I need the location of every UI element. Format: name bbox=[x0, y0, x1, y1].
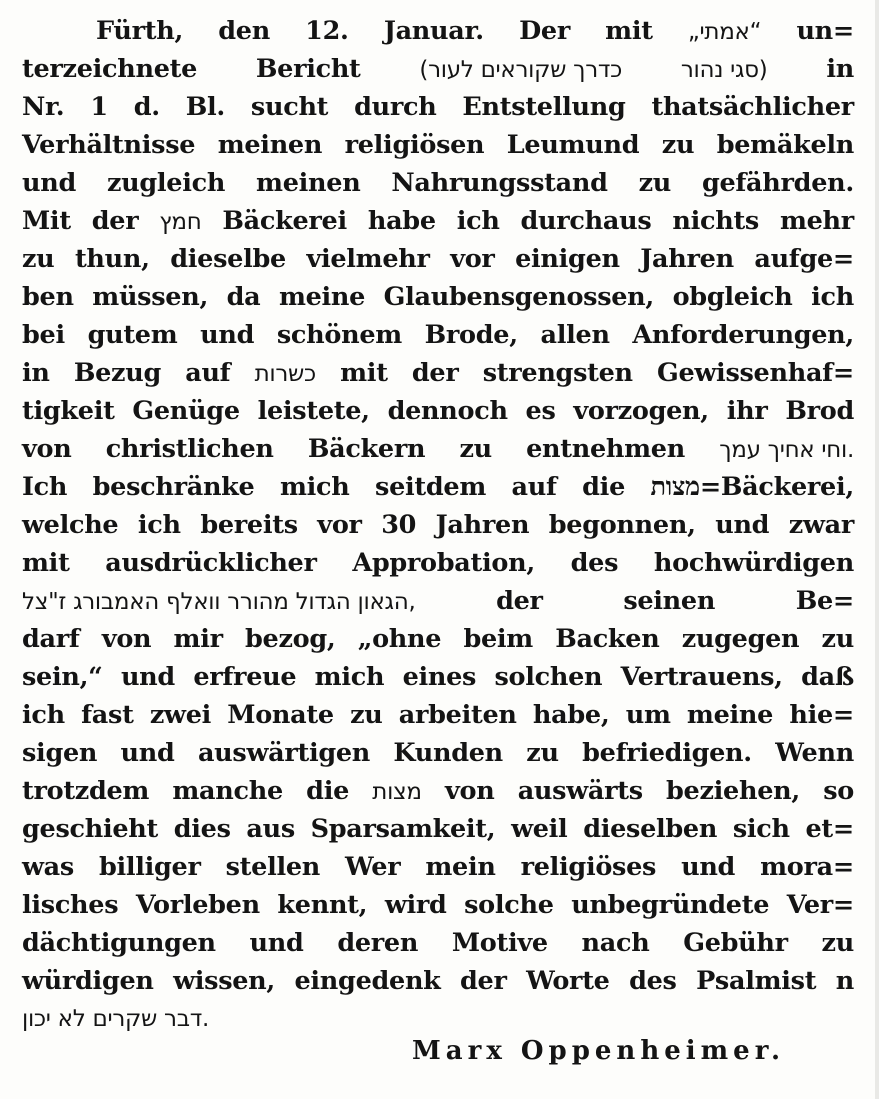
word: arbeiten bbox=[398, 700, 517, 730]
word: Monate bbox=[227, 700, 334, 730]
word: nach bbox=[581, 928, 650, 958]
word: Verhältnisse bbox=[22, 130, 196, 160]
article-body bbox=[22, 12, 854, 1038]
word: strengsten bbox=[482, 358, 633, 388]
word: Jahren bbox=[435, 510, 530, 540]
word: lisches bbox=[22, 890, 119, 920]
word: zu bbox=[821, 928, 854, 958]
word: tigkeit bbox=[22, 396, 115, 426]
word: Motive bbox=[451, 928, 548, 958]
word: die bbox=[582, 472, 625, 502]
word: würdigen bbox=[22, 966, 154, 996]
word: was bbox=[22, 852, 74, 882]
word: daß bbox=[801, 662, 854, 692]
signature: Marx Oppenheimer. bbox=[412, 1036, 786, 1066]
word: zwei bbox=[149, 700, 212, 730]
text-line bbox=[22, 354, 854, 392]
word: vor bbox=[450, 244, 495, 274]
word: wissen, bbox=[173, 966, 276, 996]
text-line bbox=[22, 506, 854, 544]
word: meine bbox=[278, 282, 366, 312]
text-line bbox=[22, 88, 854, 126]
word: Leumund bbox=[506, 130, 640, 160]
word: n bbox=[835, 966, 854, 996]
text-line bbox=[22, 810, 854, 848]
word: auf bbox=[185, 358, 231, 388]
word: religiöses bbox=[520, 852, 657, 882]
hebrew-word: „אמתי“ bbox=[687, 19, 762, 45]
word: bezog, bbox=[245, 624, 336, 654]
word: Ver= bbox=[786, 890, 854, 920]
word: auswärtigen bbox=[197, 738, 371, 768]
hebrew-word: הגאון הגדול מהורר וואלף האמבורג ז"צל, bbox=[22, 589, 416, 615]
word: Vertrauens, bbox=[620, 662, 783, 692]
word: mehr bbox=[779, 206, 854, 236]
word: bemäkeln bbox=[716, 130, 854, 160]
word: Entstellung bbox=[462, 92, 626, 122]
word: und bbox=[120, 738, 175, 768]
word: einigen bbox=[515, 244, 620, 274]
word: ich bbox=[22, 700, 65, 730]
hebrew-word: סגי נהור) bbox=[680, 57, 768, 83]
word: zu bbox=[350, 700, 383, 730]
text-line bbox=[22, 962, 854, 1000]
word: kennt, bbox=[277, 890, 368, 920]
text-line bbox=[22, 886, 854, 924]
word: der bbox=[496, 586, 543, 616]
word: ihr bbox=[726, 396, 768, 426]
word: vor bbox=[317, 510, 362, 540]
word: et= bbox=[805, 814, 854, 844]
word: um bbox=[625, 700, 671, 730]
word: Ich bbox=[22, 472, 68, 502]
word: dennoch bbox=[387, 396, 508, 426]
word: welche bbox=[22, 510, 119, 540]
word: begonnen, bbox=[548, 510, 696, 540]
word: thun, bbox=[74, 244, 150, 274]
word: billiger bbox=[98, 852, 201, 882]
word: Bäckern bbox=[307, 434, 426, 464]
word: stellen bbox=[225, 852, 321, 882]
word: mir bbox=[173, 624, 223, 654]
hebrew-word: כשרות bbox=[254, 361, 316, 387]
word: zu bbox=[821, 624, 854, 654]
word: der bbox=[91, 206, 139, 236]
text-line bbox=[22, 316, 854, 354]
word: Backen bbox=[555, 624, 660, 654]
word: hie= bbox=[789, 700, 854, 730]
word: durchaus bbox=[520, 206, 652, 236]
text-line bbox=[22, 50, 854, 88]
word: so bbox=[823, 776, 854, 806]
word: Nahrungsstand bbox=[391, 168, 608, 198]
word: christlichen bbox=[105, 434, 274, 464]
text-line bbox=[22, 772, 854, 810]
word: befriedigen. bbox=[582, 738, 752, 768]
word: von bbox=[101, 624, 152, 654]
word: ich bbox=[137, 510, 181, 540]
word: terzeichnete bbox=[22, 54, 198, 84]
word: müssen, bbox=[92, 282, 209, 312]
word: zu bbox=[22, 244, 55, 274]
text-line bbox=[22, 240, 854, 278]
word: dies bbox=[173, 814, 231, 844]
word: Bl. bbox=[185, 92, 225, 122]
word: zu bbox=[638, 168, 671, 198]
word: mich bbox=[314, 662, 385, 692]
page-edge bbox=[875, 0, 879, 1099]
word: beim bbox=[463, 624, 533, 654]
word: und bbox=[120, 662, 175, 692]
word: zu bbox=[526, 738, 559, 768]
word: Brode, bbox=[424, 320, 518, 350]
word: Glaubensgenossen, bbox=[383, 282, 655, 312]
word: die bbox=[306, 776, 350, 806]
word: „ohne bbox=[357, 624, 442, 654]
word: darf bbox=[22, 624, 80, 654]
word: Brod bbox=[785, 396, 854, 426]
hebrew-word: (כדרך שקוראים לעור bbox=[419, 57, 623, 83]
word: Psalmist bbox=[696, 966, 817, 996]
word: meinen bbox=[217, 130, 323, 160]
word: un= bbox=[796, 16, 854, 46]
word: Anforderungen, bbox=[632, 320, 854, 350]
word: mein bbox=[425, 852, 496, 882]
word: bei bbox=[22, 320, 65, 350]
word: dächtigungen bbox=[22, 928, 216, 958]
word: der bbox=[460, 966, 507, 996]
word: ben bbox=[22, 282, 74, 312]
word: und bbox=[249, 928, 304, 958]
word: thatsächlicher bbox=[651, 92, 854, 122]
word: zugleich bbox=[106, 168, 226, 198]
word: des bbox=[629, 966, 677, 996]
word: erfreue bbox=[193, 662, 297, 692]
text-line bbox=[22, 544, 854, 582]
word: ausdrücklicher bbox=[105, 548, 317, 578]
word: wird bbox=[384, 890, 447, 920]
word: aufge= bbox=[754, 244, 854, 274]
word: der bbox=[411, 358, 459, 388]
word: es bbox=[525, 396, 556, 426]
word: Bericht bbox=[255, 54, 361, 84]
word: seinen bbox=[623, 586, 716, 616]
word: und bbox=[22, 168, 77, 198]
word: aus bbox=[246, 814, 295, 844]
word: des bbox=[570, 548, 619, 578]
text-line bbox=[22, 734, 854, 772]
word: d. bbox=[133, 92, 160, 122]
hebrew-word: מצות bbox=[372, 779, 422, 805]
word: Gewissenhaf= bbox=[657, 358, 854, 388]
word: in bbox=[22, 358, 50, 388]
word: sein,“ bbox=[22, 662, 103, 692]
text-line bbox=[22, 164, 854, 202]
word: in bbox=[826, 54, 854, 84]
word: beziehen, bbox=[666, 776, 800, 806]
word: mit bbox=[22, 548, 70, 578]
text-line bbox=[22, 696, 854, 734]
text-line bbox=[22, 582, 854, 620]
word: mich bbox=[279, 472, 350, 502]
word: 30 bbox=[381, 510, 417, 540]
word: gutem bbox=[87, 320, 178, 350]
word: meine bbox=[686, 700, 774, 730]
word: ich bbox=[456, 206, 500, 236]
word: zu bbox=[459, 434, 492, 464]
word: zwar bbox=[788, 510, 854, 540]
word: und bbox=[681, 852, 736, 882]
word: und bbox=[200, 320, 255, 350]
word: meinen bbox=[256, 168, 361, 198]
word: Gebühr bbox=[683, 928, 788, 958]
text-line bbox=[22, 658, 854, 696]
word: Bezug bbox=[73, 358, 161, 388]
word: allen bbox=[540, 320, 610, 350]
word: hochwürdigen bbox=[653, 548, 854, 578]
word: weil bbox=[511, 814, 568, 844]
text-line bbox=[22, 278, 854, 316]
word: zugegen bbox=[681, 624, 800, 654]
word: Fürth, bbox=[96, 16, 184, 46]
word: vielmehr bbox=[306, 244, 430, 274]
text-line bbox=[22, 12, 854, 50]
word: Genüge bbox=[132, 396, 240, 426]
text-line bbox=[22, 924, 854, 962]
word: und bbox=[715, 510, 770, 540]
word: mit bbox=[605, 16, 653, 46]
text-line bbox=[22, 126, 854, 164]
word: eines bbox=[402, 662, 477, 692]
word: Nr. bbox=[22, 92, 65, 122]
word: nichts bbox=[672, 206, 759, 236]
word: von bbox=[444, 776, 495, 806]
word: Bäckerei bbox=[222, 206, 347, 236]
word: manche bbox=[172, 776, 283, 806]
text-line bbox=[22, 430, 854, 468]
word: Kunden bbox=[393, 738, 503, 768]
text-line bbox=[22, 1000, 854, 1038]
word: solche bbox=[464, 890, 554, 920]
word: sich bbox=[732, 814, 790, 844]
word: eingedenk bbox=[294, 966, 441, 996]
word: Worte bbox=[526, 966, 610, 996]
text-line bbox=[22, 848, 854, 886]
hebrew-word: דבר שקרים לא יכון. bbox=[22, 1006, 209, 1032]
word: Januar. bbox=[383, 16, 484, 46]
hebrew-word: מצות=Bäckerei, bbox=[650, 472, 854, 502]
word: von bbox=[22, 434, 72, 464]
text-line bbox=[22, 620, 854, 658]
word: Der bbox=[519, 16, 570, 46]
word: Mit bbox=[22, 206, 71, 236]
word: sucht bbox=[250, 92, 329, 122]
word: Sparsamkeit, bbox=[310, 814, 496, 844]
word: habe, bbox=[532, 700, 610, 730]
word: deren bbox=[337, 928, 419, 958]
word: religiösen bbox=[344, 130, 485, 160]
word: geschieht bbox=[22, 814, 159, 844]
word: sigen bbox=[22, 738, 98, 768]
word: auf bbox=[511, 472, 557, 502]
word: fast bbox=[81, 700, 134, 730]
word: zu bbox=[661, 130, 695, 160]
hebrew-word: חמץ bbox=[159, 209, 202, 235]
hebrew-word: וחי אחיך עמך. bbox=[719, 437, 854, 463]
word: Vorleben bbox=[135, 890, 260, 920]
word: beschränke bbox=[92, 472, 255, 502]
word: leistete, bbox=[257, 396, 370, 426]
word: 1 bbox=[90, 92, 108, 122]
word: Jahren bbox=[640, 244, 734, 274]
word: gefährden. bbox=[701, 168, 854, 198]
word: Wer bbox=[345, 852, 401, 882]
word: habe bbox=[367, 206, 436, 236]
word: Be= bbox=[795, 586, 854, 616]
text-line bbox=[22, 392, 854, 430]
word: vorzogen, bbox=[573, 396, 709, 426]
word: 12. bbox=[305, 16, 349, 46]
word: auswärts bbox=[517, 776, 643, 806]
word: seitdem bbox=[375, 472, 487, 502]
word: da bbox=[226, 282, 261, 312]
word: dieselben bbox=[583, 814, 718, 844]
word: dieselbe bbox=[170, 244, 286, 274]
word: bereits bbox=[200, 510, 298, 540]
text-line bbox=[22, 202, 854, 240]
word: trotzdem bbox=[22, 776, 150, 806]
word: Approbation, bbox=[352, 548, 535, 578]
text-line bbox=[22, 468, 854, 506]
word: unbegründete bbox=[571, 890, 770, 920]
word: mora= bbox=[760, 852, 854, 882]
word: den bbox=[218, 16, 270, 46]
word: entnehmen bbox=[526, 434, 685, 464]
word: durch bbox=[354, 92, 437, 122]
word: obgleich bbox=[672, 282, 793, 312]
word: solchen bbox=[494, 662, 603, 692]
word: ich bbox=[811, 282, 854, 312]
word: schönem bbox=[276, 320, 402, 350]
word: Wenn bbox=[775, 738, 854, 768]
word: mit bbox=[340, 358, 388, 388]
